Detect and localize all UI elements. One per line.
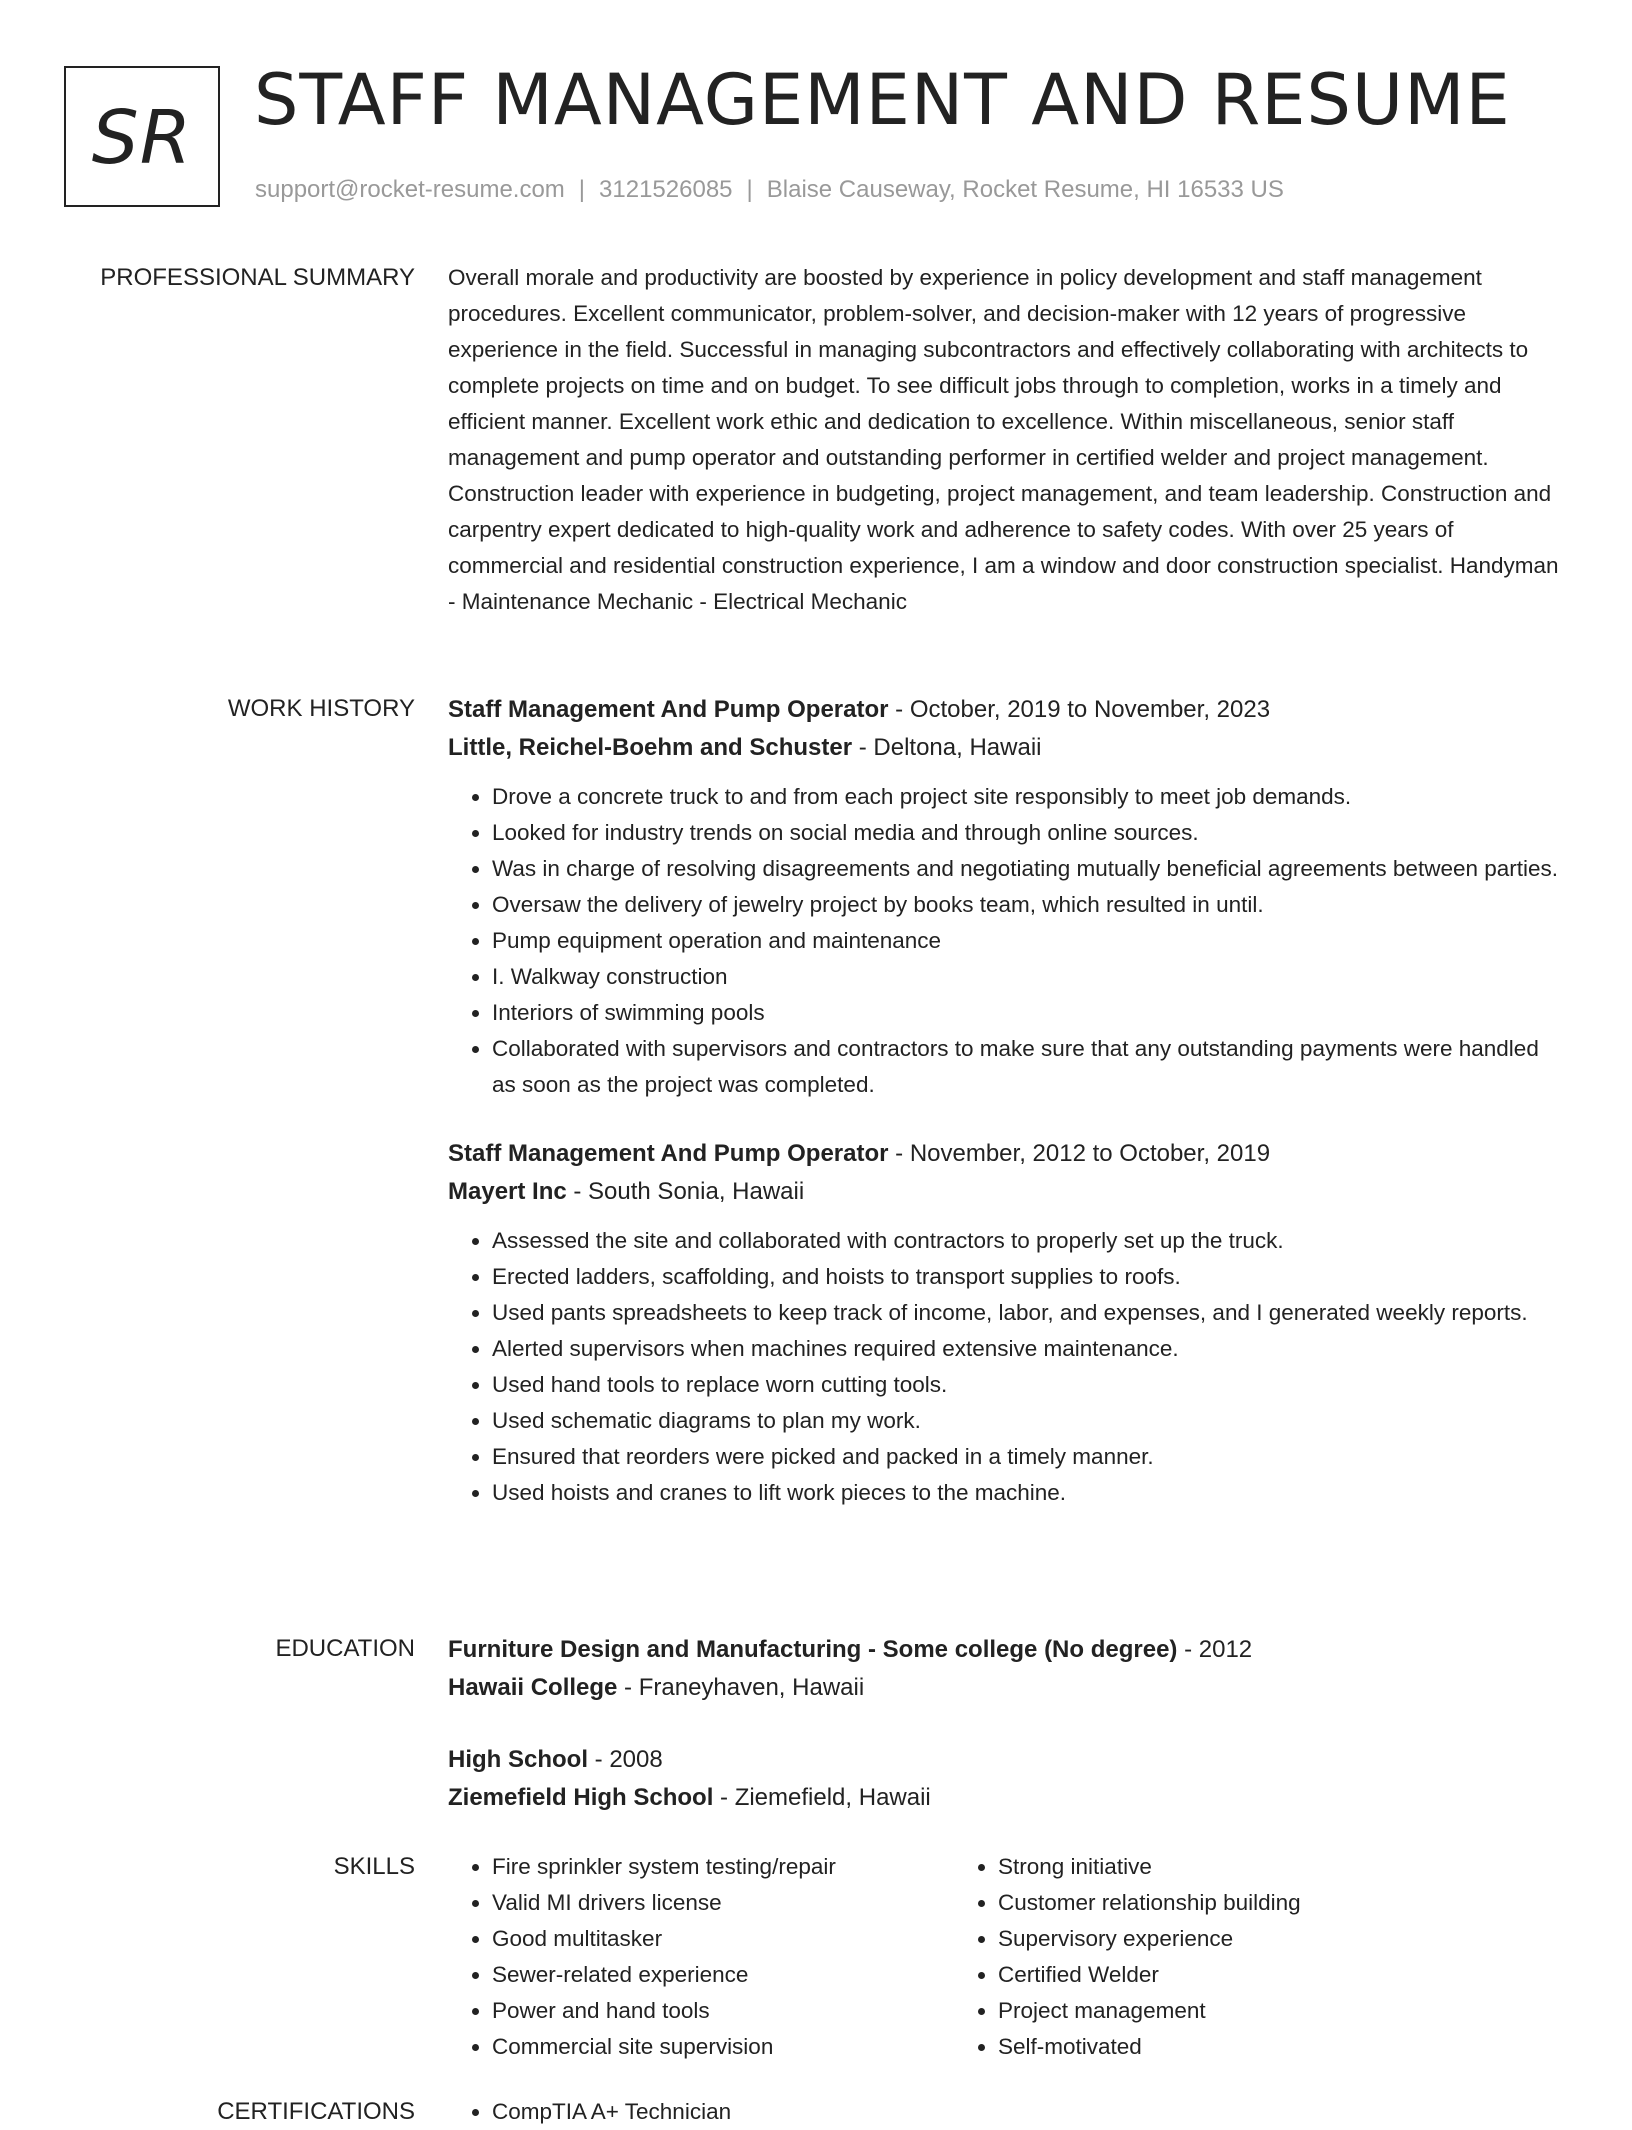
skill-item: • Sewer-related experience — [492, 1957, 954, 1993]
job-company: Mayert Inc — [448, 1178, 567, 1205]
job-title-line — [448, 691, 1568, 729]
skills-columns — [448, 1849, 1568, 2065]
skill-item: • Project management — [998, 1993, 1460, 2029]
job-company-line — [448, 729, 1568, 767]
job-bullet: • Used hoists and cranes to lift work pieces to the machine. — [492, 1475, 1568, 1511]
education-school: Hawaii College — [448, 1674, 618, 1701]
education-school-line — [448, 1779, 1568, 1817]
monogram-box — [64, 66, 220, 207]
skill-item: • Commercial site supervision — [492, 2029, 954, 2065]
job-bullets — [448, 779, 1568, 1103]
contact-address: Blaise Causeway, Rocket Resume, HI 16533 US — [766, 176, 1284, 203]
summary-body — [448, 260, 1568, 620]
skill-item: • Good multitasker — [492, 1921, 954, 1957]
monogram-initials: SR — [91, 94, 193, 181]
education-degree: Furniture Design and Manufacturing - Some college (No degree) — [448, 1636, 1178, 1663]
job-entry — [448, 691, 1568, 1103]
job-bullets — [448, 1223, 1568, 1511]
job-bullet: • Alerted supervisors when machines required extensive maintenance. — [492, 1331, 1568, 1367]
job-location: - Deltona, Hawaii — [852, 734, 1042, 761]
job-bullet: • Assessed the site and collaborated with contractors to properly set up the truck. — [492, 1223, 1568, 1259]
education-location: - Ziemefield, Hawaii — [713, 1784, 931, 1811]
job-title: Staff Management And Pump Operator — [448, 696, 889, 723]
job-bullet: • Interiors of swimming pools — [492, 995, 1568, 1031]
skills-list-right — [954, 1849, 1460, 2065]
education-entry — [448, 1741, 1568, 1817]
job-dates: - October, 2019 to November, 2023 — [888, 696, 1271, 723]
skill-item: • Valid MI drivers license — [492, 1885, 954, 1921]
education-year: - 2012 — [1177, 1636, 1253, 1663]
job-bullet: • Erected ladders, scaffolding, and hoists to transport supplies to roofs. — [492, 1259, 1568, 1295]
skill-item: • Fire sprinkler system testing/repair — [492, 1849, 954, 1885]
skills-list-left — [448, 1849, 954, 2065]
education-school: Ziemefield High School — [448, 1784, 714, 1811]
job-bullet: • Was in charge of resolving disagreements and negotiating mutually beneficial agreements between parties. — [492, 851, 1568, 887]
job-bullet: • Pump equipment operation and maintenance — [492, 923, 1568, 959]
job-bullet: • Oversaw the delivery of jewelry project by books team, which resulted in until. — [492, 887, 1568, 923]
work-body — [448, 691, 1568, 1511]
skill-item: • Power and hand tools — [492, 1993, 954, 2029]
education-school-line — [448, 1669, 1568, 1707]
job-bullet: • Drove a concrete truck to and from each project site responsibly to meet job demands. — [492, 779, 1568, 815]
skill-item: • Self-motivated — [998, 2029, 1460, 2065]
section-label-skills: SKILLS — [333, 1853, 415, 1880]
resume-header — [64, 59, 1564, 211]
education-location: - Franeyhaven, Hawaii — [617, 1674, 865, 1701]
job-company: Little, Reichel-Boehm and Schuster — [448, 734, 853, 761]
job-bullet: • Used hand tools to replace worn cutting tools. — [492, 1367, 1568, 1403]
education-body — [448, 1631, 1568, 1817]
job-location: - South Sonia, Hawaii — [566, 1178, 805, 1205]
job-bullet: • Used pants spreadsheets to keep track of income, labor, and expenses, and I generated weekly reports. — [492, 1295, 1568, 1331]
job-dates: - November, 2012 to October, 2019 — [888, 1140, 1271, 1167]
section-label-summary: PROFESSIONAL SUMMARY — [100, 264, 415, 291]
certifications-list — [448, 2094, 1568, 2130]
job-title-line — [448, 1135, 1568, 1173]
education-degree-line — [448, 1741, 1568, 1779]
section-label-certifications: CERTIFICATIONS — [217, 2098, 415, 2125]
job-bullet: • Ensured that reorders were picked and packed in a timely manner. — [492, 1439, 1568, 1475]
education-year: - 2008 — [588, 1746, 663, 1773]
certification-item: • CompTIA A+ Technician — [492, 2094, 1568, 2130]
contact-phone[interactable]: 3121526085 — [599, 176, 733, 203]
section-label-work: WORK HISTORY — [227, 695, 415, 722]
job-bullet: • Collaborated with supervisors and contractors to make sure that any outstanding payments were handled as soon as the project was completed. — [492, 1031, 1568, 1103]
resume-name: STAFF MANAGEMENT AND RESUME — [254, 59, 1511, 141]
skill-item: • Strong initiative — [998, 1849, 1460, 1885]
job-bullet: • I. Walkway construction — [492, 959, 1568, 995]
skills-body — [448, 1849, 1568, 2065]
section-label-education: EDUCATION — [275, 1635, 415, 1662]
job-company-line — [448, 1173, 1568, 1211]
education-entry — [448, 1631, 1568, 1707]
education-degree: High School — [448, 1746, 588, 1773]
contact-separator: | — [578, 176, 586, 203]
contact-line — [255, 176, 1284, 204]
skill-item: • Customer relationship building — [998, 1885, 1460, 1921]
job-entry — [448, 1135, 1568, 1511]
education-degree-line — [448, 1631, 1568, 1669]
summary-text: Overall morale and productivity are boosted by experience in policy development and staff management procedures. Excellent communicator, problem-solver, and decision-maker with 12 years of progressive experience in the field. Successful in managing subcontractors and effectively collaborating with architects to complete projects on time and on budget. To see difficult jobs through to completion, works in a timely and efficient manner. Excellent work ethic and dedication to excellence. Within miscellaneous, senior staff management and pump operator and outstanding performer in certified welder and project management. Construction leader with experience in budgeting, project management, and team leadership. Construction and carpentry expert dedicated to high-quality work and adherence to safety codes. With over 25 years of commercial and residential construction experience, I am a window and door construction specialist. Handyman - Maintenance Mechanic - Electrical Mechanic — [448, 265, 1559, 614]
contact-separator: | — [746, 176, 753, 203]
contact-email[interactable]: support@rocket-resume.com — [255, 176, 565, 203]
job-title: Staff Management And Pump Operator — [448, 1140, 889, 1167]
job-bullet: • Looked for industry trends on social media and through online sources. — [492, 815, 1568, 851]
certifications-body — [448, 2094, 1568, 2130]
job-bullet: • Used schematic diagrams to plan my work. — [492, 1403, 1568, 1439]
skill-item: • Supervisory experience — [998, 1921, 1460, 1957]
skill-item: • Certified Welder — [998, 1957, 1460, 1993]
